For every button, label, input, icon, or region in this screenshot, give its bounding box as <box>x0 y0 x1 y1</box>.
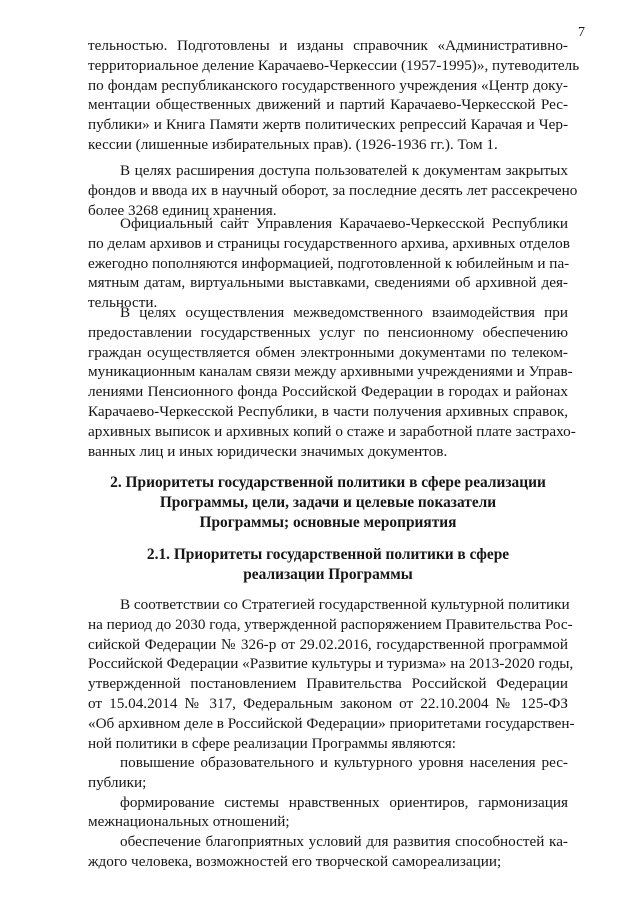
text-line: на период до 2030 года, утвержденной распоряжением Правительства Рос- <box>88 615 573 633</box>
text-line: сийской Федерации № 326-р от 29.02.2016, государственной программой <box>88 635 568 653</box>
heading-line: реализации Программы <box>243 566 413 583</box>
heading-line: Программы, цели, задачи и целевые показатели <box>159 494 497 511</box>
text-line: В целях расширения доступа пользователей к документам закрытых <box>120 162 568 179</box>
priority-list <box>88 753 568 872</box>
text-line: Карачаево-Черкесской Республики, в части получения архивных справок, <box>88 402 568 420</box>
heading-line: 2. Приоритеты государственной политики в сфере реализации <box>110 474 546 491</box>
text-line: фондов и ввода их в научный оборот, за последние десять лет рассекречено <box>88 181 578 199</box>
text-line: предоставлении государственных услуг по пенсионному обеспечению <box>88 323 568 341</box>
paragraph-interdepartmental <box>88 303 576 461</box>
paragraph-intro-continued <box>88 36 580 155</box>
section-heading <box>88 473 568 533</box>
text-line: Официальный сайт Управления Карачаево-Черкесской Республики <box>120 215 568 232</box>
text-line: тельности. <box>88 294 158 312</box>
list-item-line: формирование системы нравственных ориентиров, гармонизация <box>120 793 568 811</box>
text-line: более 3268 единиц хранения. <box>88 201 277 219</box>
text-line: «Об архивном деле в Российской Федерации» приоритетами государствен- <box>88 714 575 732</box>
text-line: лениями Пенсионного фонда Российской Федерации в городах и районах <box>88 383 568 401</box>
text-line: архивных выписок и архивных копий о стаже и заработной плате застрахо- <box>88 422 576 440</box>
heading-line: Программы; основные мероприятия <box>199 514 457 531</box>
text-line: тельностью. Подготовлены и изданы справочник «Административно- <box>88 37 568 54</box>
text-line: мятным датам, виртуальными выставками, сведениями об архивной дея- <box>88 274 568 292</box>
text-line: В целях осуществления межведомственного взаимодействия при <box>120 304 568 321</box>
text-line: публики» и Книга Памяти жертв политических репрессий Карачая и Чер- <box>88 116 568 134</box>
text-line: от 15.04.2014 № 317, Федеральным законом от 22.10.2004 № 125-ФЗ <box>88 694 568 712</box>
list-item-line: межнациональных отношений; <box>88 813 290 831</box>
text-line: территориальное деление Карачаево-Черкессии (1957-1995)», путеводитель <box>88 56 580 74</box>
text-line: Российской Федерации «Развитие культуры и туризма» на 2013-2020 годы, <box>88 655 574 673</box>
list-item-line: ждого человека, возможностей его творческой самореализации; <box>88 852 502 870</box>
text-line: утвержденной постановлением Правительства Российской Федерации <box>88 675 568 693</box>
text-line: граждан осуществляется обмен электронными документами по телеком- <box>88 343 568 361</box>
text-line: ной политики в сфере реализации Программы являются: <box>88 734 456 752</box>
text-line: по делам архивов и страницы государственного архива, архивных отделов <box>88 234 570 252</box>
text-line: кессии (лишенные избирательных прав). (1926-1936 гг.). Том 1. <box>88 135 498 153</box>
page-number: 7 <box>578 25 585 40</box>
paragraph-priorities <box>88 595 575 753</box>
heading-line: 2.1. Приоритеты государственной политики в сфере <box>146 546 510 563</box>
list-item-line: обеспечение благоприятных условий для развития способностей ка- <box>120 833 568 851</box>
text-line: ванных лиц и иных юридически значимых документов. <box>88 442 448 460</box>
list-item-line: публики; <box>88 773 147 791</box>
text-line: ежегодно пополняются информацией, подготовленной к юбилейным и па- <box>88 254 570 272</box>
paragraph-declassification <box>88 161 578 220</box>
paragraph-official-website <box>88 214 568 313</box>
subsection-heading <box>88 545 568 585</box>
text-line: муникационным каналам связи между архивными учреждениями и Управ- <box>88 363 573 381</box>
text-line: ментации общественных движений и партий Карачаево-Черкесской Рес- <box>88 96 568 114</box>
text-line: В соответствии со Стратегией государственной культурной политики <box>120 596 570 613</box>
text-line: по фондам республиканского государственного учреждения «Центр доку- <box>88 76 568 94</box>
list-item-line: повышение образовательного и культурного уровня населения рес- <box>120 754 568 771</box>
